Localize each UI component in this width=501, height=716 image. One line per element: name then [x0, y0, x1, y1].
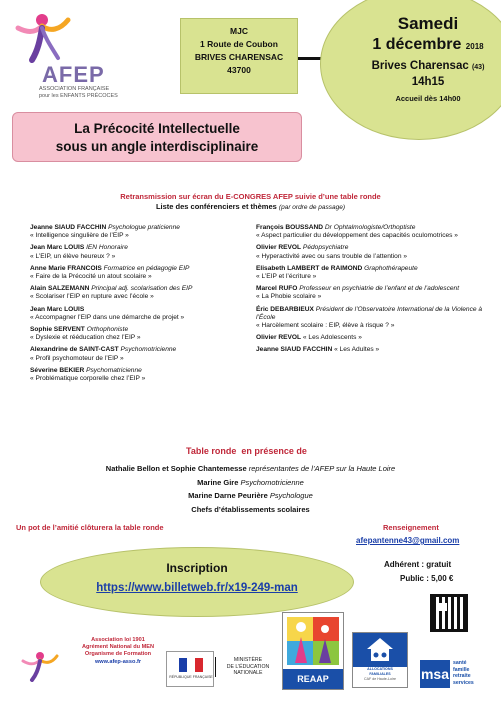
- speaker-name: Alexandrine de SAINT-CAST: [30, 346, 119, 354]
- speaker-role: Professeur en psychiatrie de l’enfant et de l’adolescent: [299, 285, 460, 293]
- speaker-entry: [256, 285, 484, 301]
- pot-text: Un pot de l’amitié clôturera la table ronde: [16, 523, 164, 532]
- speaker-entry: [30, 285, 255, 301]
- speaker-entry: [30, 224, 255, 240]
- speaker-role: Président de l’Observatoire International de la Violence à l’École: [256, 305, 483, 321]
- speaker-name: Jean Marc LOUIS: [30, 305, 85, 313]
- speakers-right: [256, 224, 484, 359]
- info-title: Renseignement: [383, 523, 439, 532]
- speaker-topic: « Aspect particulier du développement des capacités oculomotrices »: [256, 232, 458, 240]
- reaap-figures-icon: [287, 617, 339, 665]
- msa-mark: msa: [420, 660, 450, 688]
- speaker-name: Olivier REVOL: [256, 244, 302, 252]
- speaker-role: Pédopsychiatre: [302, 244, 349, 252]
- ministere-text: MINISTÈRE DE L’ÉDUCATION NATIONALE: [215, 657, 277, 677]
- speaker-role: Formatrice en pédagogie EIP: [103, 264, 190, 272]
- qr-code-icon: [430, 594, 468, 632]
- speaker-role: Psychomotricienne: [120, 346, 177, 354]
- inscription-link[interactable]: https://www.billetweb.fr/x19-249-man: [96, 582, 298, 594]
- speaker-role: IEN Honoraire: [86, 244, 128, 252]
- speaker-entry: [30, 346, 255, 362]
- speaker-name: Jean Marc LOUIS: [30, 244, 85, 252]
- republique-logo: RÉPUBLIQUE FRANÇAISE: [166, 651, 214, 687]
- table-ronde-line: Marine Darne Peurière Psychologue: [188, 491, 313, 500]
- speaker-topic: « L’EIP et l’écriture »: [256, 273, 317, 281]
- logo-word: AFEP: [42, 62, 105, 87]
- speaker-topic: « Problématique corporelle chez l’EIP »: [30, 375, 146, 383]
- table-ronde-list: [0, 462, 501, 516]
- speaker-name: François BOUSSAND: [256, 224, 324, 231]
- speaker-topic: « Intelligence singulière de l’EIP »: [30, 232, 129, 240]
- venue-address: 1 Route de Coubon: [200, 39, 278, 49]
- speaker-entry: [256, 346, 484, 354]
- french-flag-icon: [179, 658, 203, 672]
- speaker-name: Sophie SERVENT: [30, 326, 85, 334]
- intro: [0, 192, 501, 213]
- venue-postcode: 43700: [227, 65, 251, 75]
- afep-figure-icon: [12, 10, 72, 65]
- speaker-topic: « Profil psychomoteur de l’EIP »: [30, 354, 124, 362]
- speaker-entry: [30, 306, 255, 322]
- speaker-topic: « La Phobie scolaire »: [256, 293, 322, 301]
- venue-box: [180, 18, 298, 94]
- speaker-entry: [256, 306, 484, 331]
- footer-afep-logo: [20, 650, 60, 682]
- speakers-left: [30, 224, 255, 387]
- caf-logo: ALLOCATIONS FAMILIALES CAF de Haute-Loire: [352, 632, 408, 688]
- page-title: La Précocité Intellectuelle sous un angle interdisciplinaire: [12, 112, 302, 162]
- speaker-topic: « Les Adolescents »: [302, 334, 362, 342]
- speaker-topic: « Dyslexie et rééducation chez l’EIP »: [30, 334, 141, 342]
- speaker-role: Dr Ophtalmologiste/Orthoptiste: [324, 224, 416, 231]
- speaker-topic: « Les Adultes »: [334, 346, 380, 354]
- speaker-role: Psychologue praticienne: [108, 224, 180, 231]
- caf-house-icon: [353, 633, 407, 667]
- speaker-name: Anne Marie FRANCOIS: [30, 264, 102, 272]
- event-welcome: Accueil dès 14h00: [395, 94, 461, 103]
- table-ronde-line: Nathalie Bellon et Sophie Chantemesse représentantes de l’AFEP sur la Haute Loire: [105, 464, 396, 473]
- table-ronde-title: Table ronde en présence de: [186, 446, 307, 456]
- speaker-name: Elisabeth LAMBERT de RAIMOND: [256, 264, 363, 272]
- venue-name: MJC: [230, 26, 248, 36]
- speaker-entry: [30, 265, 255, 281]
- speaker-name: Éric DEBARBIEUX: [256, 305, 314, 313]
- venue-city: BRIVES CHARENSAC: [194, 52, 284, 62]
- speaker-name: Jeanne SIAUD FACCHIN: [256, 346, 333, 354]
- speaker-role: Orthophoniste: [86, 326, 129, 334]
- speaker-topic: « Hyperactivité avec ou sans trouble de l’attention »: [256, 252, 408, 260]
- intro-line1: Retransmission sur écran du E-CONGRES AFEP suivie d’une table ronde: [120, 192, 381, 201]
- speaker-role: Graphothérapeute: [364, 264, 418, 272]
- speaker-topic: « Faire de la Précocité un atout scolaire »: [30, 273, 152, 281]
- speaker-entry: [30, 326, 255, 342]
- speaker-entry: [30, 244, 255, 260]
- speaker-entry: [256, 224, 484, 240]
- speaker-topic: « Scolariser l’EIP en rupture avec l’école »: [30, 293, 154, 301]
- speaker-name: Séverine BEKIER: [30, 366, 85, 374]
- event-date: 1 décembre 2018: [372, 36, 484, 53]
- speaker-role: Principal adj. scolarisation des EIP: [91, 285, 193, 293]
- speaker-entry: [256, 244, 484, 260]
- price-adherent: Adhérent : gratuit: [384, 560, 452, 569]
- speaker-topic: « Harcèlement scolaire : EIP, élève à risque ? »: [256, 322, 395, 330]
- speaker-name: Olivier REVOL: [256, 334, 302, 342]
- table-ronde-line: Marine Gire Psychomotricienne: [197, 477, 304, 487]
- speaker-name: Marcel RUFO: [256, 285, 298, 293]
- event-city: Brives Charensac (43): [371, 60, 485, 72]
- afep-logo: [12, 10, 122, 105]
- reaap-label: REAAP: [283, 669, 343, 689]
- logo-subtitle: ASSOCIATION FRANÇAISE pour les ENFANTS PRÉCOCES: [39, 86, 118, 99]
- intro-line2: Liste des conférenciers et thèmes (par ordre de passage): [155, 202, 346, 211]
- speaker-role: Psychomatricienne: [86, 366, 142, 374]
- speaker-topic: « Accompagner l’EIP dans une démarche de projet »: [30, 313, 185, 321]
- info-email-link[interactable]: afepantenne43@gmail.com: [356, 536, 460, 545]
- price-public: Public : 5,00 €: [400, 574, 454, 583]
- footer-association: Association loi 1901 Agrément National du MEN Organisme de Formation www.afep-asso.fr: [58, 637, 178, 666]
- speaker-entry: [30, 367, 255, 383]
- event-day: Samedi: [397, 14, 459, 33]
- speaker-entry: [256, 265, 484, 281]
- speaker-topic: « L’EIP, un élève heureux ? »: [30, 252, 116, 260]
- event-time: 14h15: [411, 76, 445, 88]
- inscription-label: Inscription: [166, 561, 228, 575]
- msa-logo: msa santé famille retraite services: [420, 660, 482, 688]
- afep-small-icon: [20, 650, 60, 682]
- reaap-logo: [282, 612, 344, 690]
- date-block: [358, 14, 498, 103]
- table-ronde-line: Chefs d’établissements scolaires: [191, 504, 310, 514]
- speaker-name: Alain SALZEMANN: [30, 285, 90, 293]
- footer-site-link[interactable]: www.afep-asso.fr: [94, 658, 142, 665]
- speaker-name: Jeanne SIAUD FACCHIN: [30, 224, 107, 231]
- speaker-entry: [256, 334, 484, 342]
